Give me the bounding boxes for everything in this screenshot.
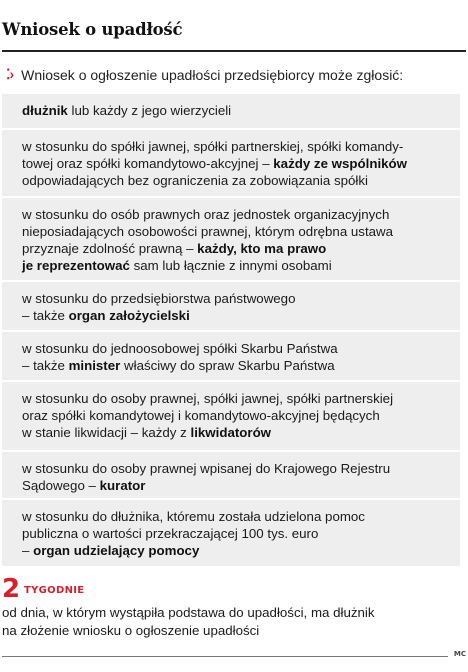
bold-term: każdy, kto ma prawo: [197, 241, 327, 256]
credit-label: MC: [453, 650, 466, 658]
bold-term: organ założycielski: [68, 308, 190, 323]
bold-term: je reprezentować: [22, 258, 130, 273]
bold-term: likwidatorów: [190, 425, 272, 440]
bold-term: dłużnik: [22, 103, 68, 118]
deadline-unit: TYGODNIE: [24, 585, 85, 596]
deadline-number: 2: [2, 574, 21, 604]
title-divider: [2, 50, 466, 52]
bullet-dots-icon: ⁚›: [6, 66, 14, 82]
bold-term: minister: [68, 358, 121, 373]
bold-term: organ udzielający pomocy: [33, 543, 200, 558]
list-item: w stosunku do dłużnika, któremu została udzielona pomoc publiczna o wartości przekraczającej 100 tys. euro – organ udzielający pomocy: [2, 500, 460, 568]
page-title: Wniosek o upadłość: [2, 20, 183, 39]
bottom-divider: [2, 656, 448, 657]
list-item: w stosunku do jednoosobowej spółki Skarbu Państwa – także minister właściwy do spraw Skarbu Państwa: [2, 332, 460, 382]
intro-line: [6, 66, 466, 83]
list-item: w stosunku do osoby prawnej, spółki jawnej, spółki partnerskiej oraz spółki komandytowej i komandytowo-akcyjnej będących w stanie likwidacji – każdy z likwidatorów: [2, 382, 460, 452]
list-item: w stosunku do osób prawnych oraz jednostek organizacyjnych nieposiadających osobowości prawnej, którym odrębna ustawa przyznaje zdolność prawną – każdy, kto ma prawo je reprezentować sam lub łącznie z innymi osobami: [2, 198, 460, 282]
list-item: w stosunku do osoby prawnej wpisanej do Krajowego Rejestru Sądowego – kurator: [2, 452, 460, 500]
intro-text: Wniosek o ogłoszenie upadłości przedsiębiorcy może zgłosić:: [21, 66, 404, 83]
list-item: w stosunku do przedsiębiorstwa państwowego – także organ założycielski: [2, 282, 460, 332]
deadline-description: od dnia, w którym wystąpiła podstawa do upadłości, ma dłużnik na złożenie wniosku o ogłoszenie upadłości: [2, 605, 375, 638]
list-item: w stosunku do spółki jawnej, spółki partnerskiej, spółki komandy- towej oraz spółki komandytowo-akcyjnej – każdy ze wspólników odpowiadających bez ograniczenia za zobowiązania spółki: [2, 130, 460, 198]
bold-term: kurator: [99, 478, 146, 493]
bold-term: każdy ze wspólników: [273, 156, 408, 171]
list-item: dłużnik lub każdy z jego wierzycieli: [2, 94, 460, 130]
